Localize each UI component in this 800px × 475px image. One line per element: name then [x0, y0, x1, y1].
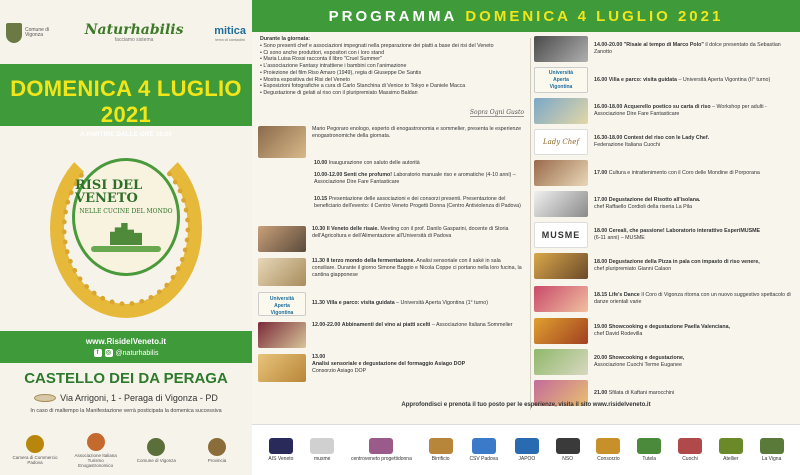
emblem-title: RISI DEL VENETO: [75, 178, 143, 206]
lion-icon: [26, 435, 44, 453]
schedule-row: 17.00 Degustazione del Risotto all'isolana. chef Raffaello Cordioli della riseria La Pila: [534, 191, 796, 217]
castle-map-icon: [34, 394, 56, 402]
grass-icon: [91, 246, 161, 252]
booking-note: Approfondisci e prenota il tuo posto per le esperienze, visita il sito www.risidelveneto.it: [401, 402, 651, 408]
municipality-logo: Comune di Vigonza: [6, 23, 54, 43]
column-divider: [530, 38, 531, 410]
emblem-subtitle: NELLE CUCINE DEL MONDO: [79, 208, 173, 215]
program-label: PROGRAMMA: [328, 7, 458, 25]
sponsor-logo: NSO: [556, 438, 580, 462]
schedule-row: 17.00 Cultura e intrattenimento con il Coro delle Mondine di Porporana: [534, 160, 796, 186]
website-link[interactable]: www.RisidelVeneto.it: [85, 337, 167, 346]
crest-icon: [208, 438, 226, 456]
sponsor-bar: [252, 424, 800, 475]
schedule-row: Università Aperta Vigontina 11.30 Villa e parco: visita guidata – Università Aperta Vigontina (1° turno): [258, 292, 526, 316]
schedule-row: 19.00 Showcooking e degustazione Paella Valenciana, chef David Rodevilla: [534, 318, 796, 344]
sponsor-logo: Provincia: [194, 438, 240, 463]
fork-icon: [87, 433, 105, 451]
pizza-photo: [534, 253, 588, 279]
program-right-column: [534, 36, 796, 414]
day-activities: Durante la giornata: • Sono presenti chef e associazioni impegnati nella preparazione dei piatti a base dei risi del Veneto • Ci sono anche produttori, espositori con i loro stand • Maria Luisa Rossi racconta il libro "Cruel Summer" • L'associazione Fantasy intrattiene i bambini con l'animazione • Proiezione del film Riso Amaro (1949), regia di Giuseppe De Santis • Mostra espositiva dei Risi del Veneto • Esposizioni fotografiche a cura di Carlo Stanchina di Venice to Tokyo e Daniele Macca • Degustazione di gelati al riso con il pluripremiato Massimo Baldan: [258, 36, 528, 97]
event-emblem: [0, 126, 252, 331]
schedule-row: 18.15 Life's Dance Il Coro di Vigonza ritorna con un nuovo suggestivo spettacolo di danze orientali varie: [534, 286, 796, 312]
sponsor-logo: Camera di Commercio Padova: [12, 435, 58, 465]
schedule-row: 11.30 Il terzo mondo della fermentazione. Analisi sensoriale con il sakè in sala consiliare. Durante il giorno Simone Baggio e Nicola Coppe ci portano nella loro fucina, la cantina giapponese: [258, 258, 526, 286]
mitica-logo: mitica terra di contadini: [214, 24, 246, 42]
list-item: • Maria Luisa Rossi racconta il libro "Cruel Summer": [260, 56, 528, 63]
emblem-badge: [72, 158, 180, 276]
sopra-ogni-gusto-logo: Sopra Ogni Gusto: [469, 109, 524, 116]
schedule-row: 12.00-22.00 Abbinamenti del vino ai piatti scelti – Associazione Italiana Sommelier: [258, 322, 526, 348]
schedule-row: 21.00 Sfilata di Kaftani marocchini: [534, 380, 796, 406]
weather-note: In caso di maltempo la Manifestazione verrà posticipata la domenica successiva: [30, 408, 222, 414]
sponsor-logo: Comune di Vigonza: [133, 438, 179, 463]
musme-icon: [310, 438, 334, 454]
naturhabilis-logo: Naturhabilis facciamo sistema: [84, 22, 184, 43]
sponsor-logo: Cuochi: [678, 438, 702, 462]
chefs-photo: [534, 191, 588, 217]
sponsor-logo: Tutela: [637, 438, 661, 462]
list-item: • Ci sono anche produttori, espositori con i loro stand: [260, 50, 528, 57]
sponsor-logo: centroveneto progettidonna: [351, 438, 412, 462]
presenter-photo: [258, 126, 306, 158]
event-start-time: A PARTIRE DALLE ORE 10,00: [80, 131, 172, 138]
list-item: • Proiezione del film Riso Amaro (1949), regia di Giuseppe De Santis: [260, 70, 528, 77]
consorzio-icon: [596, 438, 620, 454]
sake-photo: [258, 258, 306, 286]
contacts-band: [0, 331, 252, 363]
schedule-row: Lady Chef 16.30-18.00 Contest del riso con le Lady Chef. Federazione Italiana Cuochi: [534, 129, 796, 155]
vigna-icon: [760, 438, 784, 454]
sponsor-logo: La Vigna: [760, 438, 784, 462]
nso-icon: [556, 438, 580, 454]
schedule-row: 18.00 Degustazione della Pizza in pala con impasto di riso venere, chef pluripremiato Gianni Calaon: [534, 253, 796, 279]
schedule-row: 16.00-18.00 Acquerello poetico su carta di riso – Workshop per adulti - Associazione Dire Fare Fantasticare: [534, 98, 796, 124]
schedule-row: 20.00 Showcooking e degustazione, Associazione Cuochi Terme Euganee: [534, 349, 796, 375]
choir-photo: [534, 160, 588, 186]
bottom-logos: [12, 434, 240, 466]
list-item: • Sono presenti chef e associazioni impegnati nella preparazione dei piatti a base dei risi del Veneto: [260, 43, 528, 50]
tutela-icon: [637, 438, 661, 454]
program-date: DOMENICA 4 LUGLIO 2021: [465, 7, 724, 25]
cvpd-icon: [369, 438, 393, 454]
watercolor-photo: [534, 98, 588, 124]
schedule-row: 14.00-20.00 "Risaie al tempo di Marco Polo" il dolce presentato da Sebastian Zanotto: [534, 36, 796, 62]
schedule-row: Università Aperta Vigontina 16.00 Villa e parco: visita guidata – Università Aperta Vigontina (II° turno): [534, 67, 796, 93]
program-header: [252, 0, 800, 32]
event-date-title: DOMENICA 4 LUGLIO 2021: [10, 76, 242, 127]
csv-icon: [472, 438, 496, 454]
program-left-column: [258, 36, 528, 414]
beer-icon: [429, 438, 453, 454]
list-item: • Degustazione di gelati al riso con il pluripremiato Massimo Baldan: [260, 90, 528, 97]
chef-photo: [534, 36, 588, 62]
lady-chef-logo: Lady Chef: [534, 129, 588, 155]
atellier-icon: [719, 438, 743, 454]
ais-icon: [269, 438, 293, 454]
social-handle[interactable]: f ◎ @naturhabilis: [0, 349, 252, 357]
date-band: [0, 64, 252, 138]
schedule-row: 10.30 Il Veneto delle risaie. Meeting con il prof. Danilo Gasparini, docente di Storia dell'Agricoltura e dell'Alimentazione all'Università di Padova: [258, 226, 526, 252]
crest-icon: [6, 23, 22, 43]
cheese-photo: [258, 354, 306, 382]
facebook-icon: f: [94, 349, 102, 357]
japoo-icon: [515, 438, 539, 454]
speaker-photo: [258, 226, 306, 252]
venue-address: Via Arrigoni, 1 - Peraga di Vigonza - PD: [0, 393, 252, 403]
sponsor-logo: CSV Padova: [469, 438, 498, 462]
crest-icon: [147, 438, 165, 456]
sponsor-logo: JAPOO: [515, 438, 539, 462]
wine-photo: [258, 322, 306, 348]
sponsor-logo: Associazione Italiana Turismo Enogastronomico: [73, 433, 119, 468]
cooks-photo: [534, 349, 588, 375]
list-item: • L'associazione Fantasy intrattiene i bambini con l'animazione: [260, 63, 528, 70]
paella-photo: [534, 318, 588, 344]
university-logo: Università Aperta Vigontina: [258, 292, 306, 316]
venue-block: [0, 370, 252, 414]
cuochi-icon: [678, 438, 702, 454]
dance-photo: [534, 286, 588, 312]
schedule-item: 10.15 Presentazione delle associazioni e dei consorzi presenti. Presentazione del beneficiario dell'evento: il Centro Veneto Progetti Donna (Centro Antiviolenza di Padova): [314, 196, 521, 209]
list-item: • Mostra espositiva dei Risi del Veneto: [260, 77, 528, 84]
top-logos: [6, 8, 246, 58]
sponsor-logo: Birrificio: [429, 438, 453, 462]
schedule-row: 13.00 Analisi sensoriale e degustazione del formaggio Asiago DOP Consorzio Asiago DOP: [258, 354, 526, 382]
program-panel: [252, 0, 800, 475]
list-item: • Esposizioni fotografiche a cura di Carlo Stanchina di Venice to Tokyo e Daniele Macca: [260, 83, 528, 90]
schedule-item: 10.00 Inaugurazione con saluto delle autorità: [314, 160, 420, 166]
sponsor-logo: AIS Veneto: [268, 438, 293, 462]
venue-title: CASTELLO DEI DA PERAGA: [24, 370, 228, 387]
sponsor-logo: Consorzio: [596, 438, 620, 462]
university-logo: Università Aperta Vigontina: [534, 67, 588, 93]
schedule-item: 10.00-12.00 Senti che profumo! Laboratorio manuale riso e aromatiche (4-10 anni) – Associazione Dire Fare Fantasticare: [314, 172, 516, 185]
presenter-row: Mario Pegoraro enologo, esperto di enogastronomia e sommelier, presenta le esperienze enogastronomiche della giornata.: [258, 126, 526, 158]
schedule-row: MUSME 18.00 Cereali, che passione! Laboratorio interattivo EsperiMUSME (6-11 anni) – MUSME: [534, 222, 796, 248]
sponsor-logo: Atellier: [719, 438, 743, 462]
sponsor-logo: musme: [310, 438, 334, 462]
castle-icon: [110, 223, 142, 245]
musme-logo: MUSME: [534, 222, 588, 248]
left-panel: [0, 0, 252, 475]
instagram-icon: ◎: [105, 350, 112, 356]
